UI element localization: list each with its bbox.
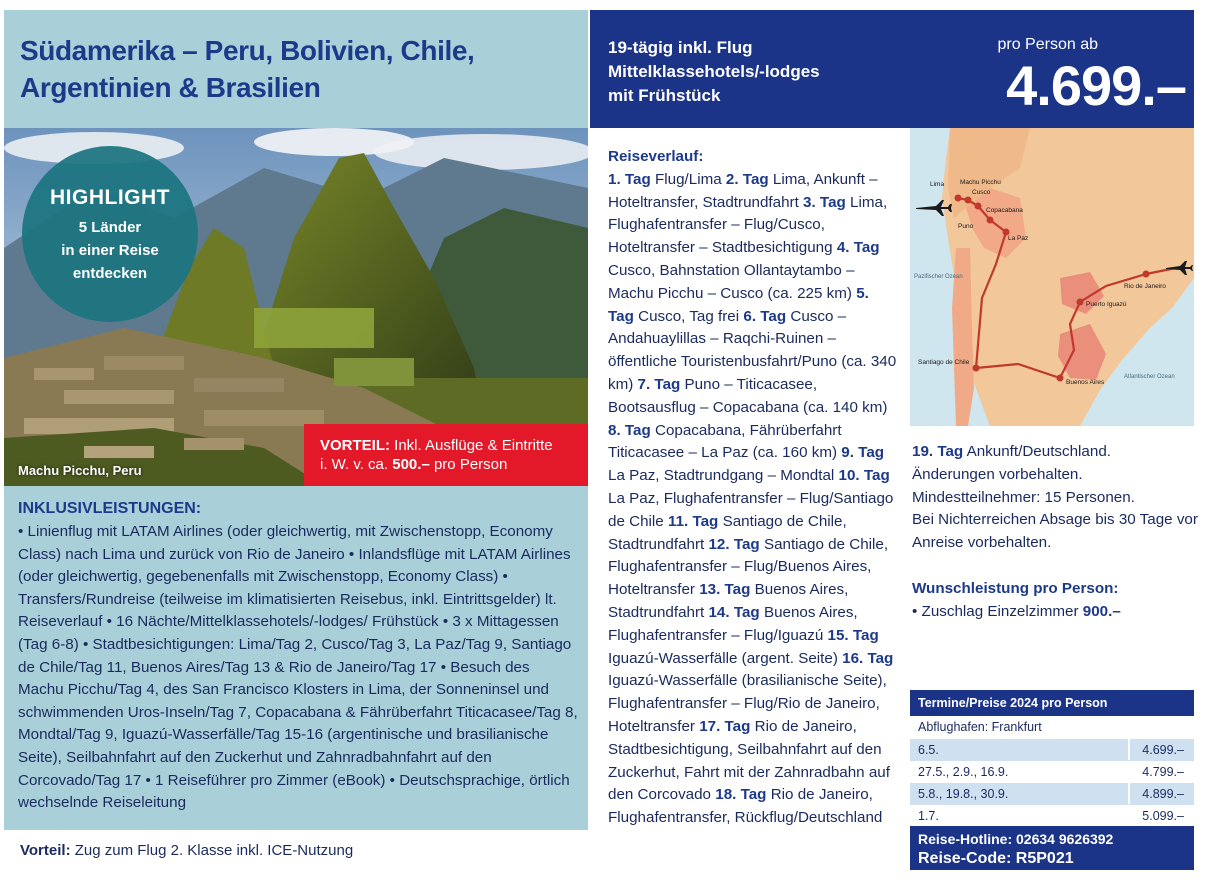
day-label: 13. Tag (699, 581, 751, 599)
highlight-title: HIGHLIGHT (50, 186, 170, 209)
map-label-pacific: Pazifischer Ozean (914, 274, 963, 280)
day-text: Lima, Ankunft – Hoteltransfer, Stadtrundfahrt (608, 170, 878, 211)
map-label-puno: Puno (958, 223, 974, 230)
day-label: 7. Tag (637, 375, 681, 393)
day-label: 10. Tag (838, 467, 890, 485)
day-text: La Paz, Flughafentransfer – Flug/Santiago de Chile (608, 489, 894, 530)
day-label: 17. Tag (699, 717, 751, 735)
bottom-vorteil-text: Zug zum Flug 2. Klasse inkl. ICE-Nutzung (74, 842, 354, 859)
map-label-rio: Rio de Janeiro (1124, 283, 1166, 290)
day-text: Cusco, Tag frei (638, 307, 740, 325)
day-label: 18. Tag (715, 786, 767, 804)
itinerary (608, 146, 898, 830)
day-text: Puno – Titicacasee, Bootsausflug – Copacabana (ca. 140 km) (608, 375, 888, 416)
stop-rio (1143, 271, 1150, 278)
highlight-line-2: in einer Reise (61, 242, 159, 259)
title-line-1: Südamerika – Peru, Bolivien, Chile, (20, 35, 475, 66)
row-dates: 1.7. (910, 805, 1130, 826)
highlight-badge (22, 146, 198, 322)
booking-info (910, 826, 1194, 870)
vorteil-text-2b: pro Person (433, 456, 508, 473)
stop-cusco (975, 203, 982, 210)
map-illustration (910, 128, 1194, 426)
table-row (910, 760, 1194, 782)
table-row (910, 804, 1194, 826)
day-text: Santiago de Chile, Stadtrundfahrt (608, 512, 847, 553)
row-price: 5.099.– (1142, 809, 1184, 823)
day-label: 5. Tag (608, 284, 869, 325)
price-banner (590, 10, 1194, 128)
row-price: 4.799.– (1142, 765, 1184, 779)
highlight-line-3: entdecken (72, 265, 148, 282)
row-price: 4.699.– (1142, 743, 1184, 757)
day-label: 15. Tag (827, 626, 879, 644)
day-text: Rio de Janeiro, Flughafentransfer, Rückflug/Deutschland (608, 786, 883, 827)
day-label: 8. Tag (608, 421, 651, 439)
row-dates: 27.5., 2.9., 16.9. (910, 761, 1130, 782)
stop-machu-picchu (965, 197, 972, 204)
day-label: 14. Tag (708, 603, 760, 621)
stop-iguazu (1077, 299, 1084, 306)
highlight-line-1: 5 Länder (78, 219, 142, 236)
price-table-departure: Abflughafen: Frankfurt (910, 716, 1194, 738)
map-label-machu-picchu: Machu Picchu (960, 179, 1001, 186)
bottom-vorteil (20, 842, 353, 859)
price-table (910, 690, 1194, 868)
optional-title: Wunschleistung pro Person: (912, 580, 1119, 597)
vorteil-box (304, 424, 588, 486)
day-text: Iguazú-Wasserfälle (argent. Seite) (608, 649, 838, 667)
day-label: 1. Tag (608, 170, 651, 188)
day-label: 11. Tag (667, 512, 719, 530)
map-label-cusco: Cusco (972, 189, 991, 196)
optional-item (912, 601, 1202, 624)
day-label: 3. Tag (803, 193, 846, 211)
itinerary-title: Reiseverlauf: (608, 148, 704, 165)
day-text: Cusco – Andahuaylillas – Raqchi-Ruinen – öffentliche Touristenbusfahrt/Puno (ca. 340 km) (608, 307, 897, 393)
day-19-line (912, 441, 1202, 464)
vorteil-line-1 (320, 436, 578, 455)
bottom-vorteil-label: Vorteil: (20, 842, 71, 859)
optional-services (912, 578, 1202, 624)
feature-line-1: 19-tägig inkl. Flug (608, 38, 753, 57)
inclusive-services (4, 486, 588, 830)
day-label: 19. Tag (912, 443, 964, 460)
row-dates: 5.8., 19.8., 30.9. (910, 783, 1130, 804)
itinerary-text (608, 169, 898, 830)
stop-copacabana (987, 217, 994, 224)
day-text: Flug/Lima (655, 170, 722, 188)
title-line-2: Argentinien & Brasilien (20, 72, 321, 103)
feature-line-3: mit Frühstück (608, 86, 721, 105)
day-text: Copacabana, Fährüberfahrt Titicacasee – La Paz (ca. 160 km) (608, 421, 842, 462)
inclusive-title: INKLUSIVLEISTUNGEN: (18, 500, 202, 517)
table-row (910, 782, 1194, 804)
day-label: 12. Tag (708, 535, 760, 553)
map-label-santiago: Santiago de Chile (918, 359, 970, 366)
map-label-atlantic: Atlantischer Ozean (1124, 374, 1175, 380)
optional-item-price: 900.– (1082, 602, 1121, 620)
trip-code: Reise-Code: R5P021 (918, 850, 1074, 867)
map-label-lima: Lima (930, 181, 945, 188)
vorteil-line-2 (320, 455, 578, 474)
day-text: La Paz, Stadtrundgang – Mondtal (608, 467, 835, 485)
inclusive-text: • Linienflug mit LATAM Airlines (oder gleichwertig, mit Zwischenstopp, Economy Class) nach Lima und zurück von Rio de Janeiro • Inlandsflüge mit LATAM Airlines (oder gleichwertig, gegebenenfalls mit Zwischenstopp, Economy Class) • Transfers/Rundreise (teilweise im klimatisierten Reisebus, inkl. Eintrittsgelder) lt. Reiseverlauf • 16 Nächte/Mittelklassehotels/-lodges/ Frühstück • 3 x Mittagessen (Tag 6-8) • Stadtbesichtigungen: Lima/Tag 2, Cusco/Tag 3, La Paz/Tag 9, Santiago de Chile/Tag 11, Buenos Aires/Tag 13 & Rio de Janeiro/Tag 17 • Besuch des Machu Picchu/Tag 4, des San Francisco Klosters in Lima, der Sonneninsel und schwimmenden Uros-Inseln/Tag 7, Copacabana & Fährüberfahrt Titicacasee/Tag 8, Mondtal/Tag 9, Iguazú-Wasserfälle/Tag 15-16 (argentinische und brasilianische Seite), Seilbahnfahrt auf den Zuckerhut und Zahnradbahnfahrt auf den Corcovado/Tag 17 • 1 Reiseführer pro Zimmer (eBook) • Deutschsprachige, örtlich wechselnde Reiseleitung (18, 523, 578, 812)
vorteil-label: VORTEIL: (320, 437, 390, 454)
day-text: Santiago de Chile, Flughafentransfer – Flug/Buenos Aires, Hoteltransfer (608, 535, 889, 599)
day-text: Lima, Flughafentransfer – Flug/Cusco, Hoteltransfer – Stadtbesichtigung (608, 193, 888, 257)
map-label-copacabana: Copacabana (986, 207, 1023, 214)
offer-title (4, 10, 588, 128)
itinerary-end (912, 441, 1202, 555)
map-label-la-paz: La Paz (1008, 235, 1029, 242)
vorteil-text-2a: i. W. v. ca. (320, 456, 389, 473)
table-row (910, 738, 1194, 760)
photo-caption: Machu Picchu, Peru (18, 463, 142, 478)
day-text: Iguazú-Wasserfälle (brasilianische Seite), Flughafentransfer – Flug/Rio de Janeiro, Hoteltransfer (608, 672, 887, 735)
machu-picchu-photo (4, 128, 588, 486)
row-dates: 6.5. (910, 739, 1130, 760)
left-column (4, 10, 588, 830)
stop-lima (955, 195, 962, 202)
vorteil-amount: 500.– (392, 456, 430, 473)
day-text: Buenos Aires, Stadtrundfahrt (608, 581, 849, 621)
stop-buenos-aires (1057, 375, 1064, 382)
price-value: 4.699.– (1006, 54, 1186, 117)
stop-santiago (973, 365, 980, 372)
feature-line-2: Mittelklassehotels/-lodges (608, 62, 820, 81)
note-cancellation: Bei Nichterreichen Absage bis 30 Tage vor Anreise vorbehalten. (912, 511, 1198, 552)
day-text: Cusco, Bahnstation Ollantaytambo – Machu Picchu – Cusco (ca. 225 km) (608, 261, 855, 302)
map-label-buenos-aires: Buenos Aires (1066, 379, 1105, 386)
day-label: 2. Tag (725, 170, 769, 188)
day-label: 4. Tag (836, 239, 880, 257)
day-label: 6. Tag (743, 307, 787, 325)
price-table-title: Termine/Preise 2024 pro Person (910, 690, 1194, 716)
day-text: Rio de Janeiro, Stadtbesichtigung, Seilbahnfahrt auf den Zuckerhut, Fahrt mit der Zahnradbahn auf den Corcovado (608, 717, 890, 804)
vorteil-text-1: Inkl. Ausflüge & Eintritte (394, 437, 553, 454)
banner-features (608, 36, 820, 108)
day-text: Buenos Aires, Flughafentransfer – Flug/Iguazú (608, 603, 858, 644)
note-min-participants: Mindestteilnehmer: 15 Personen. (912, 488, 1135, 506)
price-prefix: pro Person ab (997, 36, 1098, 53)
optional-item-text: • Zuschlag Einzelzimmer (912, 602, 1079, 620)
day-label: 9. Tag (841, 444, 885, 462)
day-label: 16. Tag (842, 649, 894, 667)
note-changes: Änderungen vorbehalten. (912, 465, 1083, 483)
route-map (910, 128, 1194, 426)
map-label-iguazu: Puerto Iguazú (1086, 301, 1127, 308)
day-text: Ankunft/Deutschland. (966, 443, 1111, 460)
row-price: 4.899.– (1142, 787, 1184, 801)
hotline: Reise-Hotline: 02634 9626392 (918, 831, 1114, 847)
